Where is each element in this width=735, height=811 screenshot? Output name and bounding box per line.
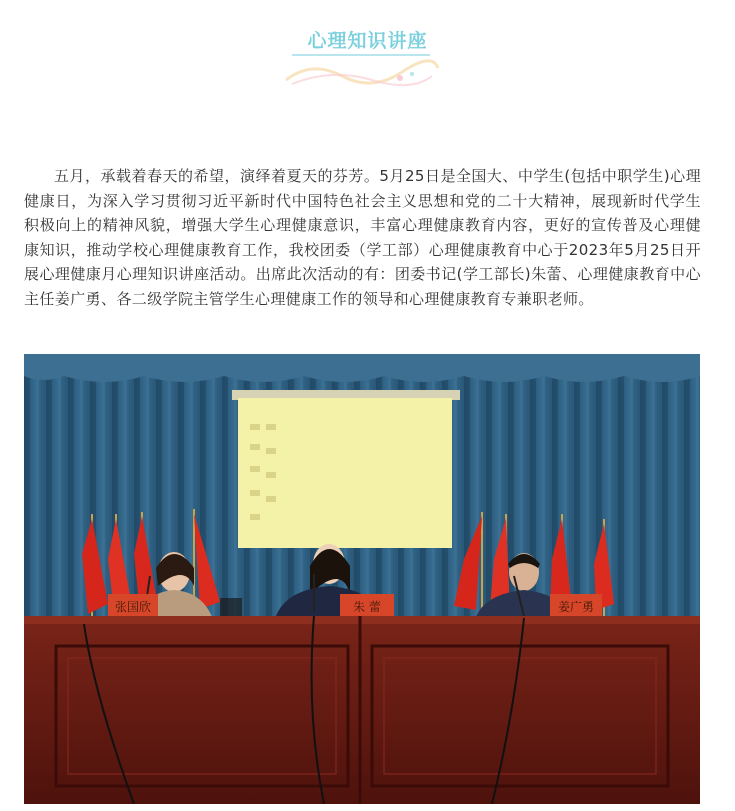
nameplate-left bbox=[108, 594, 158, 618]
title-underline bbox=[292, 54, 430, 56]
article-paragraph: 五月，承载着春天的希望，演绎着夏天的芬芳。5月25日是全国大、中学生(包括中职学生)心理健康日，为深入学习贯彻习近平新时代中国特色社会主义思想和党的二十大精神，展现新时代学生积极向上的精神风貌，增强大学生心理健康意识，丰富心理健康教育内容，更好的宣传普及心理健康知识，推动学校心理健康教育工作，我校团委（学工部）心理健康教育中心于2023年5月25日开展心理健康月心理知识讲座活动。出席此次活动的有：团委书记(学工部长)朱蕾、心理健康教育中心主任姜广勇、各二级学院主管学生心理健康工作的领导和心理健康教育专兼职老师。 bbox=[24, 167, 701, 308]
page-title: 心理知识讲座 bbox=[307, 30, 428, 52]
event-photo bbox=[24, 354, 700, 804]
nameplate-center bbox=[340, 594, 394, 618]
nameplate-right bbox=[550, 594, 602, 618]
conference-table bbox=[24, 616, 700, 804]
nameplate-left-text: 张国欣 bbox=[114, 600, 152, 614]
header-decoration bbox=[282, 50, 442, 90]
article-header bbox=[0, 20, 735, 70]
nameplate-right-text: 姜广勇 bbox=[557, 600, 595, 614]
curtain-valance bbox=[24, 354, 700, 382]
lecture-scene bbox=[24, 354, 700, 804]
nameplate-center-text: 朱 蕾 bbox=[353, 600, 381, 614]
